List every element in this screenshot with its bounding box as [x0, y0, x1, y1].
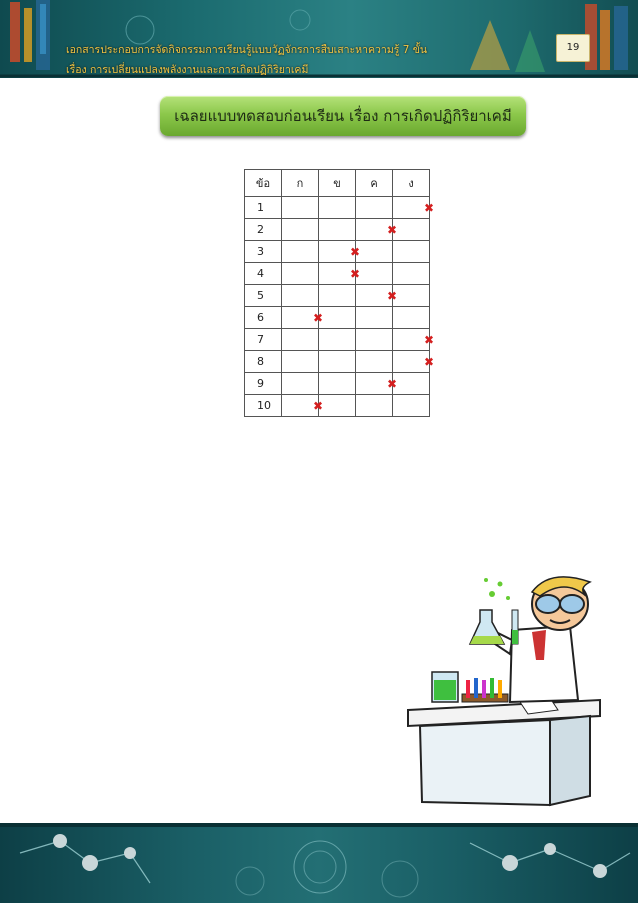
answer-cell	[282, 219, 319, 241]
answer-cell	[282, 329, 319, 351]
answer-cell	[319, 395, 356, 417]
answer-cell	[393, 197, 435, 219]
answer-cell	[282, 197, 319, 219]
answer-mark-icon: ✖	[386, 288, 398, 303]
answer-mark-icon: ✖	[312, 398, 324, 413]
footer-banner	[0, 823, 638, 903]
answer-cell	[356, 329, 393, 351]
question-number: 7	[245, 329, 282, 351]
question-number: 2	[245, 219, 282, 241]
answer-cell	[356, 285, 398, 307]
answer-cell	[319, 329, 356, 351]
column-header-option: ค	[356, 170, 393, 197]
answer-cell	[393, 373, 430, 395]
answer-table-body	[245, 197, 435, 417]
answer-mark-icon: ✖	[423, 332, 435, 347]
answer-cell	[356, 263, 393, 285]
question-number: 5	[245, 285, 282, 307]
question-number: 1	[245, 197, 282, 219]
answer-cell	[356, 307, 393, 329]
question-number: 4	[245, 263, 282, 285]
answer-cell	[282, 285, 319, 307]
table-row	[245, 373, 430, 395]
answer-mark-icon: ✖	[386, 222, 398, 237]
answer-cell	[282, 263, 319, 285]
header-topic: เรื่อง การเปลี่ยนแปลงพลังงานและการเกิดปฏิกิริยาเคมี	[66, 64, 309, 76]
answer-cell	[393, 241, 430, 263]
answer-cell	[393, 307, 430, 329]
answer-mark-icon: ✖	[423, 354, 435, 369]
answer-cell	[319, 263, 361, 285]
table-row	[245, 329, 430, 351]
header-banner	[0, 0, 638, 78]
molecule-footer-icon	[0, 823, 638, 903]
answer-cell	[393, 285, 430, 307]
answer-cell	[356, 197, 393, 219]
scientist-illustration-icon	[400, 570, 605, 810]
answer-cell	[393, 329, 435, 351]
answer-cell	[282, 307, 324, 329]
answer-cell	[282, 351, 319, 373]
table-row	[245, 285, 430, 307]
answer-cell	[356, 373, 398, 395]
answer-mark-icon: ✖	[312, 310, 324, 325]
header-document-title: เอกสารประกอบการจัดกิจกรรมการเรียนรู้แบบวัฏจักรการสืบเสาะหาความรู้ 7 ขั้น	[66, 44, 428, 56]
answer-cell	[319, 219, 356, 241]
answer-cell	[319, 351, 356, 373]
answer-table-header-row	[245, 170, 430, 197]
column-header-number: ข้อ	[245, 170, 282, 197]
column-header-option: ข	[319, 170, 356, 197]
answer-mark-icon: ✖	[423, 200, 435, 215]
answer-cell	[393, 219, 430, 241]
table-row	[245, 351, 430, 373]
answer-cell	[319, 241, 361, 263]
table-row	[245, 241, 430, 263]
answer-cell	[319, 285, 356, 307]
page-number: 19	[556, 34, 590, 62]
answer-cell	[356, 395, 393, 417]
answer-cell	[319, 373, 356, 395]
answer-cell	[282, 241, 319, 263]
answer-cell	[356, 219, 398, 241]
answer-cell	[356, 241, 393, 263]
answer-cell	[356, 351, 393, 373]
answer-cell	[319, 197, 356, 219]
question-number: 3	[245, 241, 282, 263]
column-header-option: ง	[393, 170, 430, 197]
answer-table	[244, 169, 435, 417]
table-row	[245, 263, 430, 285]
table-row	[245, 219, 430, 241]
answer-cell	[393, 395, 430, 417]
question-number: 8	[245, 351, 282, 373]
answer-mark-icon: ✖	[349, 266, 361, 281]
answer-cell	[282, 373, 319, 395]
answer-mark-icon: ✖	[349, 244, 361, 259]
table-row	[245, 395, 430, 417]
answer-cell	[393, 351, 435, 373]
page-title: เฉลยแบบทดสอบก่อนเรียน เรื่อง การเกิดปฏิกิริยาเคมี	[160, 96, 526, 136]
answer-cell	[393, 263, 430, 285]
question-number: 6	[245, 307, 282, 329]
answer-mark-icon: ✖	[386, 376, 398, 391]
question-number: 10	[245, 395, 282, 417]
table-row	[245, 197, 430, 219]
table-row	[245, 307, 430, 329]
answer-cell	[282, 395, 324, 417]
question-number: 9	[245, 373, 282, 395]
answer-cell	[319, 307, 356, 329]
column-header-option: ก	[282, 170, 319, 197]
